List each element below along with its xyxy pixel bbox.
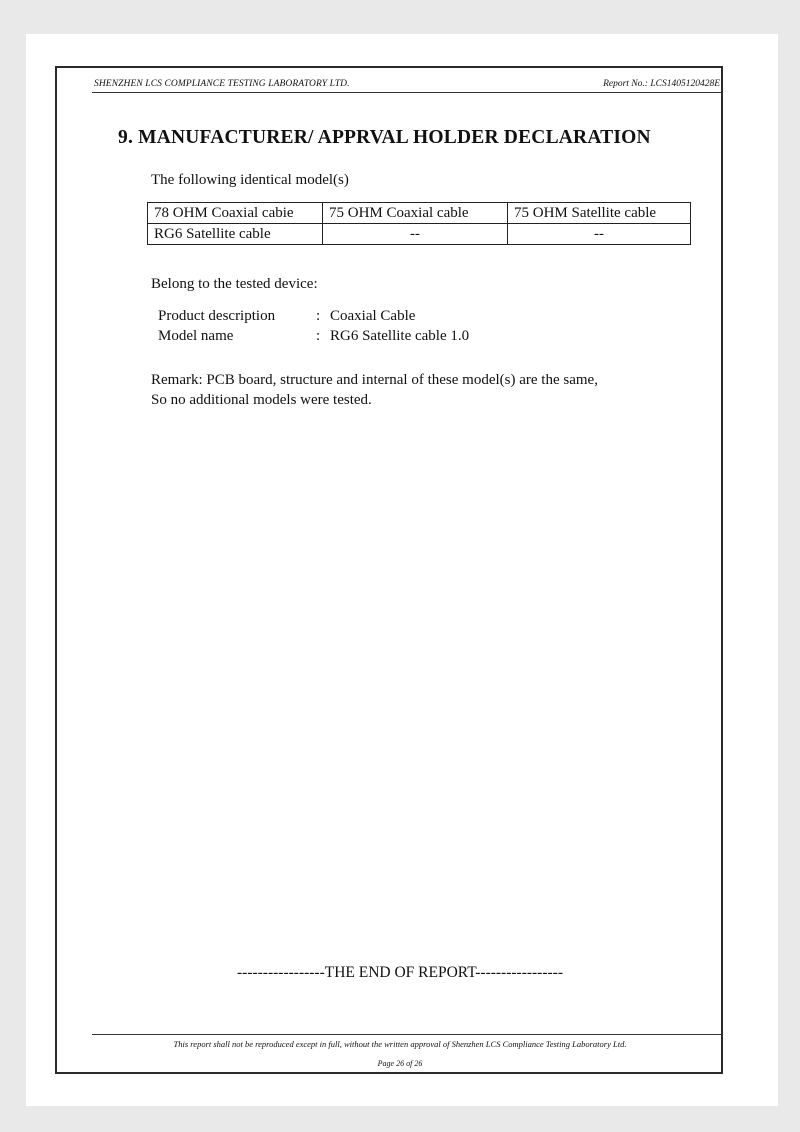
field-value: Coaxial Cable	[330, 308, 416, 324]
field-product-description	[158, 308, 415, 325]
table-cell: 78 OHM Coaxial cabie	[148, 203, 323, 224]
field-label: Model name	[158, 328, 234, 344]
footer-notice: This report shall not be reproduced except in full, without the written approval of Shenzhen LCS Compliance Testing Laboratory Ltd.	[173, 1039, 627, 1049]
header-lab-name: SHENZHEN LCS COMPLIANCE TESTING LABORATORY LTD.	[94, 79, 350, 89]
table-row	[148, 203, 691, 224]
remark-line: Remark: PCB board, structure and internal of these model(s) are the same,	[151, 372, 598, 388]
models-table	[147, 202, 691, 245]
field-label: Product description	[158, 308, 276, 324]
device-heading: Belong to the tested device:	[151, 276, 318, 292]
table-cell: 75 OHM Coaxial cable	[323, 203, 508, 224]
table-cell: 75 OHM Satellite cable	[508, 203, 691, 224]
page-number: Page 26 of 26	[377, 1059, 423, 1068]
header-divider	[92, 92, 723, 93]
section-title: 9. MANUFACTURER/ APPRVAL HOLDER DECLARATION	[118, 127, 651, 148]
field-separator: :	[316, 328, 321, 344]
table-cell: --	[323, 224, 508, 245]
table-row	[148, 224, 691, 245]
remark	[151, 370, 598, 410]
field-separator: :	[316, 308, 321, 324]
table-cell: --	[508, 224, 691, 245]
table-cell: RG6 Satellite cable	[148, 224, 323, 245]
field-value: RG6 Satellite cable 1.0	[330, 328, 470, 344]
footer-divider	[92, 1034, 723, 1035]
end-of-report: -----------------THE END OF REPORT-----------------	[237, 964, 563, 981]
field-model-name	[158, 328, 469, 345]
intro-text: The following identical model(s)	[151, 172, 349, 188]
header-report-number: Report No.: LCS1405120428E	[603, 79, 720, 89]
remark-line: So no additional models were tested.	[151, 392, 372, 408]
